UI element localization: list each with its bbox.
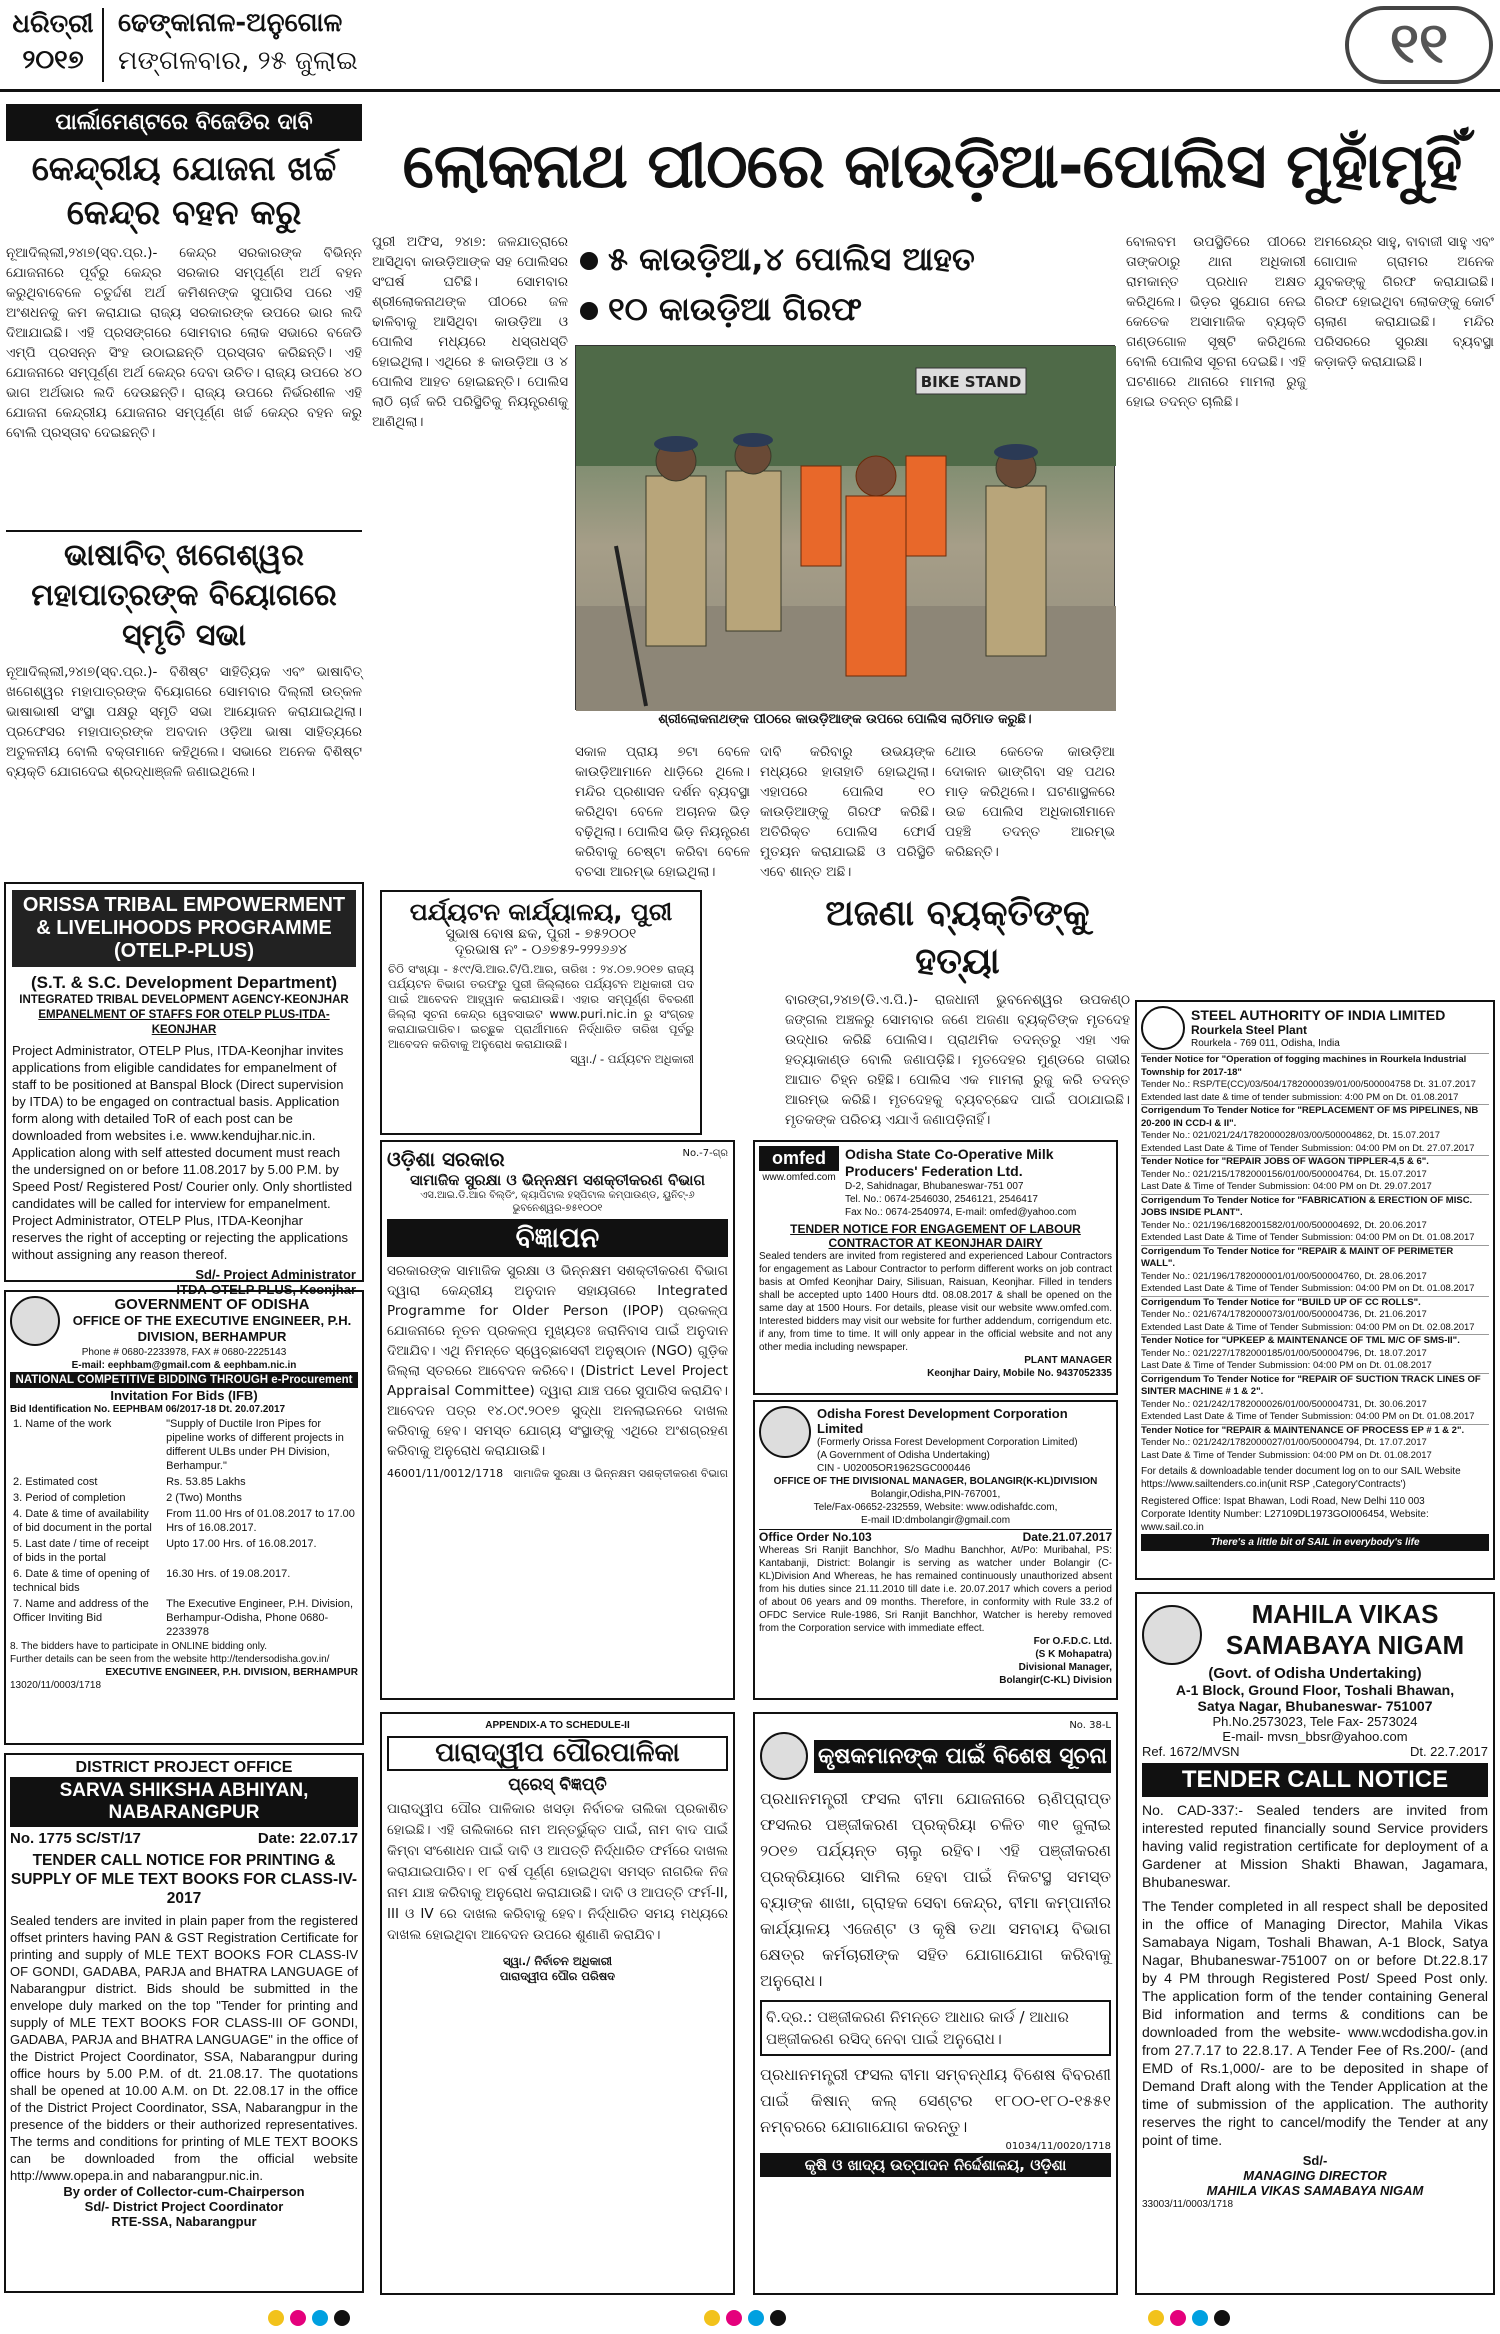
notice-sign-2: Divisional Manager, xyxy=(1018,1662,1112,1673)
magenta-dot xyxy=(290,2310,306,2326)
notice-sign-1: Sd/- xyxy=(1302,2153,1328,2168)
main-photo xyxy=(575,345,1115,710)
sail-tender-line: Corrigendum To Tender Notice for "REPAIR & MAINT OF PERIMETER WALL". xyxy=(1141,1245,1489,1271)
bid-table-row xyxy=(10,1536,358,1566)
notice-body-1: No. CAD-337:- Sealed tenders are invited from interested reputed financially sound Service providers having valid registration certificate for deployment of a Gardener at Mission Shakti Bhawan, Jagamara, Bhubaneswar. xyxy=(1142,1802,1488,1890)
bid-field-label: 3. Period of completion xyxy=(13,1492,126,1504)
sail-tender-line: Corrigendum To Tender Notice for "REPAIR OF SUCTION TRACK LINES OF SINTER MACHINE # 1 & 2". xyxy=(1141,1373,1489,1399)
story-kicker: ପାର୍ଲାମେଣ୍ଟରେ ବିଜେଡିର ଦାବି xyxy=(6,104,362,141)
notice-bar: NATIONAL COMPETITIVE BIDDING THROUGH e-Procurement xyxy=(10,1372,358,1388)
notice-note: ବି.ଦ୍ର.: ପଞ୍ଜୀକରଣ ନିମନ୍ତେ ଆଧାର କାର୍ଡ / ଆଧାର ପଞ୍ଜୀକରଣ ରସିଦ୍ ନେବା ପାଇଁ ଅନୁରୋଧ। xyxy=(760,2000,1111,2056)
notice-gov: (Govt. of Odisha Undertaking) xyxy=(1208,1665,1422,1682)
notice-order: Office Order No.103 xyxy=(759,1530,872,1544)
masthead xyxy=(0,0,1500,92)
left-story-memorial xyxy=(6,530,362,875)
bid-field-label: 7. Name and address of the Officer Inviting Bid xyxy=(13,1598,149,1624)
notice-plant: Rourkela Steel Plant xyxy=(1191,1022,1308,1037)
notice-appendix: APPENDIX-A TO SCHEDULE-II xyxy=(485,1720,630,1731)
notice-bid-id: Bid Identification No. EEPHBAM 06/2017-18 Dt. 20.07.2017 xyxy=(10,1404,286,1415)
cyan-dot xyxy=(1192,2310,1208,2326)
notice-para-1: ପ୍ରଧାନମନ୍ତ୍ରୀ ଫସଲ ବୀମା ଯୋଜନାରେ ଋଣିପ୍ରାପ୍ତ ଫସଲର ପଞ୍ଜୀକରଣ ପ୍ରକ୍ରିୟା ଚଳିତ ୩୧ ଜୁଲାଇ ୨୦୧୭ ପର୍ଯ୍ୟନ୍ତ ଚାଲୁ ରହିବ। ଏହି ପଞ୍ଜୀକରଣ ପ୍ରକ୍ରିୟାରେ ସାମିଲ ହେବା ପାଇଁ ନିକଟସ୍ଥ ସମସ୍ତ ବ୍ୟାଙ୍କ ଶାଖା, ଗ୍ରାହକ ସେବା କେନ୍ଦ୍ର, ବୀମା କମ୍ପାନୀର କାର୍ଯ୍ୟାଳୟ ଏଜେଣ୍ଟ ଓ କୃଷି ତଥା ସମବାୟ ବିଭାଗ କ୍ଷେତ୍ର କର୍ମଚାରୀଙ୍କ ସହିତ ଯୋଗାଯୋଗ କରିବାକୁ ଅନୁରୋଧ। xyxy=(760,1789,1111,1990)
notice-ref: No. 38-L xyxy=(1069,1720,1111,1731)
notice-tagline: There's a little bit of SAIL in everybody's life xyxy=(1141,1534,1489,1551)
magenta-dot xyxy=(726,2310,742,2326)
sail-tender-list xyxy=(1141,1053,1489,1462)
notice-phone: Ph.No.2573023, Tele Fax- 2573024 xyxy=(1212,1714,1418,1729)
print-registration-marks xyxy=(0,2300,1500,2334)
notice-sign-3: Bolangir(C-KL) Division xyxy=(999,1675,1112,1686)
notice-otelp xyxy=(4,882,364,1297)
notice-code: 01034/11/0020/1718 xyxy=(1005,2141,1111,2152)
notice-code: 13020/11/0003/1718 xyxy=(10,1680,102,1691)
masthead-divider xyxy=(102,8,104,82)
sail-tender-line: Corrigendum To Tender Notice for "REPLACEMENT OF MS PIPELINES, NB 20-200 IN CCD-I & II". xyxy=(1141,1104,1489,1130)
bullet-icon xyxy=(580,302,598,320)
sail-tender-line: Extended Last Date & Time of Tender Submission: 04:00 PM on Dt. 01.08.2017 xyxy=(1141,1283,1475,1294)
bid-field-label: 2. Estimated cost xyxy=(13,1476,98,1488)
notice-date: Dt. 22.7.2017 xyxy=(1409,1744,1488,1759)
notice-social xyxy=(380,1140,735,1700)
notice-sign-3: MAHILA VIKAS SAMABAYA NIGAM xyxy=(1206,2183,1424,2198)
notice-body: Sealed tenders are invited from registered and experienced Labour Contractors for engagement as Labour Contractor to perform different works on job contract basis at Omfed Keonjhar Dairy, Silisuan, Raisuan, Keonjhar. Filled in tenders shall be accepted upto 1400 Hours dtd. 08.08.2017 & shall be opened on the same day at 1500 Hours. For details, please visit our website www.omfed.com. Interested bidders may visit our website for further addendum, corrigendum etc. if any, from time to time. It will only appear in the official website and not any other media including newspaper. xyxy=(759,1251,1112,1353)
notice-org: Odisha State Co-Operative Milk Producers' Federation Ltd. xyxy=(845,1146,1054,1179)
sail-tender-line: Last Date & Time of Tender Submission: 04:00 PM on Dt. 01.08.2017 xyxy=(1141,1449,1432,1461)
notice-cin: Corporate Identity Number: L27109DL1973GOI006454, Website: www.sail.co.in xyxy=(1141,1509,1429,1533)
bid-table-row xyxy=(10,1566,358,1596)
bid-field-value: From 11.00 Hrs of 01.08.2017 to 17.00 Hrs of 16.08.2017. xyxy=(166,1508,355,1534)
notice-tourism xyxy=(380,890,702,1135)
sail-tender-line: Tender Notice for "UPKEEP & MAINTENANCE OF TML M/C OF SMS-II". xyxy=(1141,1334,1489,1348)
yellow-dot xyxy=(1148,2310,1164,2326)
sail-tender-line: Corrigendum To Tender Notice for "FABRICATION & ERECTION OF MISC. JOBS INSIDE PLANT". xyxy=(1141,1194,1489,1220)
story-headline: କେନ୍ଦ୍ରୀୟ ଯୋଜନା ଖର୍ଚ୍ଚ କେନ୍ଦ୍ର ବହନ କରୁ xyxy=(31,149,337,233)
sail-tender-line: Tender No.: 021/196/1782000001/01/00/500004760, Dt. 28.06.2017 xyxy=(1141,1270,1427,1282)
notice-sign-1: PLANT MANAGER xyxy=(1024,1355,1112,1366)
bid-table-row xyxy=(10,1596,358,1640)
bid-field-label: 4. Date & time of availability of bid document in the portal xyxy=(13,1508,152,1534)
story-headline: ଭାଷାବିତ୍ ଖଗେଶ୍ୱର ମହାପାତ୍ରଙ୍କ ବିୟୋଗରେ ସ୍ମୃତି ସଭା xyxy=(31,538,337,653)
notice-sub: (Formerly Orissa Forest Development Corporation Limited) xyxy=(817,1437,1078,1448)
main-story-col-3: ଦାବି କରିବାରୁ ଉଭୟଙ୍କ ମଧ୍ୟରେ ହାତାହାତି ହୋଇଥିଲା। ଏହାପରେ ପୋଲିସ ୧୦ କାଉଡ଼ିଆଙ୍କୁ ଗିରଫ କରିଛି। ଅତିରିକ୍ତ ପୋଲିସ ଫୋର୍ସ ମୁତୟନ କରାଯାଇଛି ଓ ପରିସ୍ଥିତି ଏବେ ଶାନ୍ତ ଅଛି। xyxy=(760,744,935,880)
sail-tender-line: Extended last date & time of tender submission: 4:00 PM on Dt. 01.08.2017 xyxy=(1141,1091,1459,1103)
notice-foot: କୃଷି ଓ ଖାଦ୍ୟ ଉତ୍ପାଦନ ନିର୍ଦ୍ଦେଶାଳୟ, ଓଡ଼ିଶା xyxy=(760,2153,1111,2177)
notice-foot: ସାମାଜିକ ସୁରକ୍ଷା ଓ ଭିନ୍ନକ୍ଷମ ସଶକ୍ତୀକରଣ ବିଭାଗ xyxy=(513,1467,728,1480)
subhead-text: ୫ କାଉଡ଼ିଆ,୪ ପୋଲିସ ଆହତ xyxy=(608,240,975,278)
notice-code: 46001/11/0012/1718 xyxy=(387,1467,504,1480)
notice-tel: Tel. No.: 0674-2546030, 2546121, 2546417 xyxy=(845,1194,1038,1205)
notice-body: ଚିଠି ସଂଖ୍ୟା - ୫୯୯/ସି.ଆର.ଟି/ପି.ଆର, ତାରିଖ : ୨୪.୦୭.୨୦୧୭ ରାଜ୍ୟ ପର୍ଯ୍ୟଟନ ବିଭାଗ ତରଫରୁ ପୁରୀ ଜିଲ୍ଲାରେ ପର୍ଯ୍ୟଟନ ଅଧିକାରୀ ପଦ ପାଇଁ ଆବେଦନ ଆହ୍ୱାନ କରାଯାଉଛି। ଏହାର ସମ୍ପୂର୍ଣ୍ଣ ବିବରଣୀ ଜିଲ୍ଲା ସୂଚନା କେନ୍ଦ୍ର ୱେବସାଇଟ www.puri.nic.in ରୁ ସଂଗ୍ରହ କରାଯାଇପାରିବ। ଇଚ୍ଛୁକ ପ୍ରାର୍ଥୀମାନେ ନିର୍ଦ୍ଧାରିତ ତାରିଖ ପୂର୍ବରୁ ଆବେଦନ କରିବାକୁ ଅନୁରୋଧ କରାଯାଉଛି। xyxy=(388,962,694,1051)
notice-title-1: MAHILA VIKAS xyxy=(1251,1599,1439,1629)
notice-agency: INTEGRATED TRIBAL DEVELOPMENT AGENCY-KEONJHAR xyxy=(19,994,349,1006)
black-dot xyxy=(1214,2310,1230,2326)
notice-body: Project Administrator, OTELP Plus, ITDA-Keonjhar invites applications from eligible candidates for empanelment of staff to be positioned at Banspal Block (Direct supervision by ITDA) to be engaged on contractual basis. Application form along with detailed ToR of each post can be downloaded from websites i.e. www.kendujhar.nic.in. Application along with self attested document must reach the undersigned on or before 11.08.2017 by 5.00 P.M. by Speed Post/ Registered Post/ Courier only. Only shortlisted candidates will be called for interview for empanelment. Project Administrator, OTELP Plus, ITDA-Keonjhar reserves the right of accepting or rejecting the applications without assigning any reason thereof. xyxy=(12,1043,353,1262)
sail-tender-line: Tender No.: 021/227/1782000185/01/00/500004796, Dt. 18.07.2017 xyxy=(1141,1347,1427,1359)
main-story-col-2: ସକାଳ ପ୍ରାୟ ୭ଟା ବେଳେ କାଉଡ଼ିଆମାନେ ଧାଡ଼ିରେ ଥିଲେ। ମନ୍ଦିର ପ୍ରଶାସନ ଦର୍ଶନ ବ୍ୟବସ୍ଥା କରିଥିବା ବେଳେ ଅଚାନକ ଭିଡ଼ ବଢ଼ିଥିଲା। ପୋଲିସ ଭିଡ଼ ନିୟନ୍ତ୍ରଣ କରିବାକୁ ଚେଷ୍ଟା କରିବା ବେଳେ ବଚସା ଆରମ୍ଭ ହୋଇଥିଲା। xyxy=(575,744,750,880)
notice-sign-1: ସ୍ୱା./ ନିର୍ବାଚନ ଅଧିକାରୀ xyxy=(502,1954,613,1968)
cyan-dot xyxy=(748,2310,764,2326)
omfed-site: www.omfed.com xyxy=(762,1172,836,1183)
edition-name: ଢେଙ୍କାନାଳ-ଅନୁଗୋଳ xyxy=(118,8,343,38)
bid-field-value: 16.30 Hrs. of 19.08.2017. xyxy=(166,1568,291,1580)
notice-body: ସରକାରଙ୍କ ସାମାଜିକ ସୁରକ୍ଷା ଓ ଭିନ୍ନକ୍ଷମ ସଶକ୍ତୀକରଣ ବିଭାଗ ଦ୍ୱାରା କେନ୍ଦ୍ରୀୟ ଅନୁଦାନ ସହାୟତାରେ Integrated Programme for Older Person (IPOP) ପ୍ରକଳ୍ପ ଯୋଜନାରେ ନୂତନ ପ୍ରକଳ୍ପ ମୁଖ୍ୟତଃ ଜରାନିବାସ ପାଇଁ ଅନୁଦାନ ଦିଆଯିବ। ଏଥି ନିମନ୍ତେ ସ୍ୱେଚ୍ଛାସେବୀ ଅନୁଷ୍ଠାନ (NGO) ଗୁଡ଼ିକ ଜିଲ୍ଲା ସ୍ତରରେ ଆବେଦନ କରିବେ। (District Level Project Appraisal Committee) ଦ୍ୱାରା ଯାଞ୍ଚ ପରେ ସୁପାରିସ କରାଯିବ। ଆବେଦନ ପତ୍ର ୧୪.୦୯.୨୦୧୭ ସୁଦ୍ଧା ଅନଲାଇନରେ ଦାଖଲ କରିବାକୁ ହେବ। ସମସ୍ତ ଯୋଗ୍ୟ ସଂସ୍ଥାଙ୍କୁ ଏଥିରେ ଅଂଶଗ୍ରହଣ କରିବାକୁ ଅନୁରୋଧ କରାଯାଉଛି। xyxy=(387,1263,728,1459)
story-unknown-murder xyxy=(785,890,1130,1135)
yellow-dot xyxy=(704,2310,720,2326)
subhead-text: ୧୦ କାଉଡ଼ିଆ ଗିରଫ xyxy=(608,290,862,328)
newspaper-logo xyxy=(8,6,98,84)
issue-date: ମଙ୍ଗଳବାର, ୨୫ ଜୁଲାଇ xyxy=(118,46,358,76)
notice-para-2: ପ୍ରଧାନମନ୍ତ୍ରୀ ଫସଲ ବୀମା ସମ୍ବନ୍ଧୀୟ ବିଶେଷ ବିବରଣୀ ପାଇଁ କିଷାନ୍ କଲ୍ ସେଣ୍ଟର ୧୮୦୦-୧୮୦-୧୫୫୧ ନମ୍ବରରେ ଯୋଗାଯୋଗ କରନ୍ତୁ। xyxy=(760,2065,1111,2136)
notice-office: OFFICE OF THE EXECUTIVE ENGINEER, P.H. DIVISION, BERHAMPUR xyxy=(72,1313,352,1344)
notice-ssa xyxy=(4,1753,364,2293)
notice-addr-1: A-1 Block, Ground Floor, Toshali Bhawan, xyxy=(1175,1682,1455,1698)
black-dot xyxy=(770,2310,786,2326)
notice-title: TENDER NOTICE FOR ENGAGEMENT OF LABOUR CONTRACTOR AT KEONJHAR DAIRY xyxy=(790,1222,1081,1250)
notice-ofdc xyxy=(753,1400,1118,1700)
bid-table-row xyxy=(10,1416,358,1474)
notice-tel: Tele/Fax-06652-232559, Website: www.odishafdc.com, xyxy=(813,1502,1058,1513)
bid-field-label: 6. Date & time of opening of technical bids xyxy=(13,1568,150,1594)
story-body: ବାରଙ୍ଗ,୨୪ା୭(ଡି.ଏ.ପି.)- ରାଜଧାନୀ ଭୁବନେଶ୍ୱର ଉପକଣ୍ଠ ଜଙ୍ଗଲ ଅଞ୍ଚଳରୁ ସୋମବାର ଜଣେ ଅଜଣା ବ୍ୟକ୍ତିଙ୍କ ମୃତଦେହ ଉଦ୍ଧାର କରିଛି ପୋଲିସ। ପ୍ରାଥମିକ ତଦନ୍ତରୁ ଏହା ଏକ ହତ୍ୟାକାଣ୍ଡ ବୋଲି ଜଣାପଡ଼ିଛି। ମୃତଦେହର ମୁଣ୍ଡରେ ଗଭୀର ଆଘାତ ଚିହ୍ନ ରହିଛି। ପୋଲିସ ଏକ ମାମଲା ରୁଜୁ କରି ତଦନ୍ତ ଆରମ୍ଭ କରିଛି। ମୃତଦେହକୁ ବ୍ୟବଚ୍ଛେଦ ପାଇଁ ପଠାଯାଇଛି। ମୃତକଙ୍କ ପରିଚୟ ଏଯାଏଁ ଜଣାପଡ଼ିନାହିଁ। xyxy=(785,992,1130,1128)
notice-title: ପାରାଦ୍ୱୀପ ପୌରପାଳିକା xyxy=(387,1736,728,1771)
notice-dept: (S.T. & S.C. Development Department) xyxy=(30,973,338,992)
notice-title: ପର୍ଯ୍ୟଟନ କାର୍ଯ୍ୟାଳୟ, ପୁରୀ xyxy=(409,898,673,926)
notice-sub2: (A Government of Odisha Undertaking) xyxy=(817,1450,990,1461)
notice-head: ବିଜ୍ଞାପନ xyxy=(387,1219,728,1257)
mvsn-logo-icon xyxy=(1142,1605,1202,1665)
main-story-col-1: ପୁରୀ ଅଫିସ, ୨୪ା୭: ଜଳଯାତ୍ରାରେ ଆସିଥିବା କାଉଡ଼ିଆଙ୍କ ସହ ପୋଲିସର ସଂଘର୍ଷ ଘଟିଛି। ସୋମବାର ଶ୍ରୀଲୋକନାଥଙ୍କ ପୀଠରେ ଜଳ ଢାଳିବାକୁ ଆସିଥିବା କାଉଡ଼ିଆ ଓ ପୋଲିସ ମଧ୍ୟରେ ଧସ୍ତାଧସ୍ତି ହୋଇଥିଲା। ଏଥିରେ ୫ କାଉଡ଼ିଆ ଓ ୪ ପୋଲିସ ଆହତ ହୋଇଛନ୍ତି। ପୋଲିସ ଲାଠି ଚାର୍ଜ କରି ପରିସ୍ଥିତିକୁ ନିୟନ୍ତ୍ରଣକୁ ଆଣିଥିଲା। xyxy=(372,234,568,430)
bid-field-value: The Executive Engineer, P.H. Division, Berhampur-Odisha, Phone 0680- 2233978 xyxy=(166,1598,354,1638)
yellow-dot xyxy=(268,2310,284,2326)
odisha-emblem-icon xyxy=(760,1732,808,1780)
notice-sign-1: Sd/- Project Administrator xyxy=(195,1267,356,1282)
notice-sign-2: ITDA-OTELP PLUS, Keonjhar xyxy=(176,1282,356,1297)
notice-addr: Rourkela - 769 011, Odisha, India xyxy=(1191,1037,1340,1049)
sail-logo-icon xyxy=(1141,1006,1185,1050)
notice-sign-1: By order of Collector-cum-Chairperson xyxy=(63,2184,305,2199)
notice-for: For O.F.D.C. Ltd. xyxy=(1033,1636,1112,1647)
sail-tender-line: Extended Last Date & Time of Tender Submission: 04:00 PM on Dt. 02.08.2017 xyxy=(1141,1321,1475,1333)
sail-tender-line: Tender No.: RSP/TE(CC)/03/504/1782000039/01/00/500004758 Dt. 31.07.2017 xyxy=(1141,1079,1476,1090)
bid-field-label: 5. Last date / time of receipt of bids in the portal xyxy=(13,1538,149,1564)
notice-addr: D-2, Sahidnagar, Bhubaneswar-751 007 xyxy=(845,1181,1024,1192)
sail-tender-line: Corrigendum To Tender Notice for "BUILD UP OF CC ROLLS". xyxy=(1141,1296,1489,1310)
bid-field-value: Upto 17.00 Hrs. of 16.08.2017. xyxy=(166,1538,317,1550)
notice-sign-2: MANAGING DIRECTOR xyxy=(1243,2168,1387,2183)
photo-caption: ଶ୍ରୀଲୋକନାଥଙ୍କ ପୀଠରେ କାଉଡ଼ିଆଙ୍କ ଉପରେ ପୋଲିସ ଲାଠିମାଡ କରୁଛି। xyxy=(658,712,1032,727)
notice-fax: Fax No.: 0674-2540974, E-mail: omfed@yahoo.com xyxy=(845,1207,1077,1218)
notice-body: Whereas Sri Ranjit Banchhor, S/o Madhu Banchhor, At/Po: Muribahal, PS: Kantabanji, District: Bolangir is serving as watcher under Bolangir (C-KL)Division And Whereas, he has remained continuously unauthorized absent from his duties since 21.11.2010 till date i.e. 20.07.2017 which covers a period of about 06 years and 09 months. Therefore, in conformity with Rule 33.2 of OFDC Service Rule-1986, Sri Ranjit Banchhor, Watcher is hereby removed from the Corporation service with immediate effect. xyxy=(759,1545,1112,1634)
notice-email: E-mail- mvsn_bbsr@yahoo.com xyxy=(1222,1729,1408,1744)
notice-title: କୃଷକମାନଙ୍କ ପାଇଁ ବିଶେଷ ସୂଚନା xyxy=(814,1740,1111,1773)
notice-body: Sealed tenders are invited in plain paper from the registered offset printers having PAN & GST Registration Certificate for printing and supply of MLE TEXT BOOKS FOR CLASS-IV OF GONDI, GADABA, PARJA and BHATRA LANGUAGE of Nabarangpur district. Bids should be submitted in the envelope duly marked on the top "Tender for printing and supply of MLE TEXT BOOKS FOR CLASS-III OF GONDI, GADABA, PARJA and BHATRA LANGUAGE" in the office of the District Project Coordinator, SSA, Nabarangpur during office hours by 5.00 P.M. of dt. 21.08.17. The quotations shall be opened at 10.00 A.M. on Dt. 22.08.17 in the office of the District Project Coordinator, SSA, Nabarangpur in the presence of the bidders or their authorized representatives. The terms and conditions for printing of MLE TEXT BOOKS can be downloaded from the official website http://www.opepa.in and nabarangpur.nic.in. xyxy=(10,1913,358,2183)
magenta-dot xyxy=(1170,2310,1186,2326)
notice-gov: GOVERNMENT OF ODISHA xyxy=(114,1296,310,1313)
story-body: ନୂଆଦିଲ୍ଲୀ,୨୪ା୭(ସ୍ବ.ପ୍ର.)- ବିଶିଷ୍ଟ ସାହିତ୍ୟିକ ଏବଂ ଭାଷାବିତ୍ ଖଗେଶ୍ୱର ମହାପାତ୍ରଙ୍କ ବିୟୋଗରେ ସୋମବାର ଦିଲ୍ଲୀ ଉତ୍କଳ ଭାଷାଭାଷୀ ସଂସ୍ଥା ପକ୍ଷରୁ ସ୍ମୃତି ସଭା ଆୟୋଜନ କରାଯାଇଥିଲା। ପ୍ରଫେସର ମହାପାତ୍ରଙ୍କ ଅବଦାନ ଓଡ଼ିଆ ଭାଷା ସାହିତ୍ୟରେ ଅତୁଳନୀୟ ବୋଲି ବକ୍ତାମାନେ କହିଥିଲେ। ସଭାରେ ଅନେକ ବିଶିଷ୍ଟ ବ୍ୟକ୍ତି ଯୋଗଦେଇ ଶ୍ରଦ୍ଧାଞ୍ଜଳି ଜଣାଇଥିଲେ। xyxy=(6,664,362,780)
odisha-emblem-icon xyxy=(10,1296,60,1346)
notice-sign-2: ପାରାଦ୍ୱୀପ ପୌର ପରିଷଦ xyxy=(499,1969,616,1983)
notice-phone: ଦୂରଭାଷ ନଂ - ୦୬୭୫୨-୨୨୨୬୬୪ xyxy=(454,942,628,958)
notice-dept: ସାମାଜିକ ସୁରକ୍ଷା ଓ ଭିନ୍ନକ୍ଷମ ସଶକ୍ତୀକରଣ ବିଭାଗ xyxy=(409,1171,705,1189)
story-headline: ଅଜଣା ବ୍ୟକ୍ତିଙ୍କୁ ହତ୍ୟା xyxy=(825,893,1090,982)
left-story-budget xyxy=(6,104,362,524)
notice-sub: ପ୍ରେସ୍ ବିଜ୍ଞପ୍ତି xyxy=(508,1775,607,1795)
sail-tender-line: Tender No.: 021/021/24/1782000028/03/00/500004862, Dt. 15.07.2017 xyxy=(1141,1130,1440,1141)
notice-org: STEEL AUTHORITY OF INDIA LIMITED xyxy=(1191,1006,1446,1023)
notice-head: TENDER CALL NOTICE xyxy=(1142,1763,1488,1797)
bullet-icon xyxy=(580,252,598,270)
page-number: ୧୧ xyxy=(1345,6,1493,84)
main-subhead-2 xyxy=(580,290,1120,336)
sail-tender-line: Tender No.: 021/196/1682001582/01/00/500004692, Dt. 20.06.2017 xyxy=(1141,1219,1427,1231)
notice-body-2: The Tender completed in all respect shall be deposited in the office of Managing Director, Mahila Vikas Samabaya Nigam, Toshali Bhawan, A-1 Block, Satya Nagar, Bhubaneswar-751007 on or before Dt.22.8.17 by 4 PM through Registered Post/ Speed Post only. The application form of the tender containing General Bid information and terms & conditions can be downloaded from the website- www.wcdodisha.gov.in from 27.7.17 to 22.8.17. A Tender Fee of Rs.200/- (and EMD of Rs.1,000/- are to be deposited in shape of Demand Draft along with the Tender Application at the time of submission of the application. The authority reserves the right to cancel/modify the Tender at any point of time. xyxy=(1142,1898,1488,2148)
sail-tender-line: Tender Notice for "Operation of fogging machines in Rourkela Industrial Township for 2017-18" xyxy=(1141,1053,1489,1079)
main-story-col-4: ଥୋଉ କେତେକ କାଉଡ଼ିଆ ଦୋକାନ ଭାଙ୍ଗିବା ସହ ପଥର ମାଡ଼ କରିଥିଲେ। ଘଟଣାସ୍ଥଳରେ ଉଚ୍ଚ ପୋଲିସ ଅଧିକାରୀମାନେ ପହଞ୍ଚି ତଦନ୍ତ ଆରମ୍ଭ କରିଛନ୍ତି। xyxy=(945,744,1115,860)
notice-reg: Registered Office: Ispat Bhawan, Lodi Road, New Delhi 110 003 xyxy=(1141,1496,1425,1507)
bid-table-row xyxy=(10,1490,358,1506)
notice-date: Date.21.07.2017 xyxy=(1022,1530,1112,1544)
bid-field-label: 1. Name of the work xyxy=(13,1418,112,1430)
logo-text: ଧରିତ୍ରୀ xyxy=(12,9,94,38)
sail-tender-line: Tender No.: 021/674/1782000073/01/00/500004736, Dt. 21.06.2017 xyxy=(1141,1309,1427,1320)
sail-tender-line: Tender No.: 021/215/1782000156/01/00/500004764, Dt. 15.07.2017 xyxy=(1141,1168,1427,1180)
notice-details: For details & downloadable tender document log on to our SAIL Website https://www.sailtenders.co.in(unit RSP ,Category'Contracts') xyxy=(1141,1466,1461,1490)
notice-gov: ଓଡ଼ିଶା ସରକାର xyxy=(387,1147,505,1171)
sail-tender-line: Last Date & Time of Tender Submission: 04:00 PM on Dt. 01.08.2017 xyxy=(1141,1360,1432,1371)
notice-sign-2: Sd/- District Project Coordinator xyxy=(84,2199,284,2214)
notice-sign: ସ୍ୱା./ - ପର୍ଯ୍ୟଟନ ଅଧିକାରୀ xyxy=(570,1052,694,1066)
notice-title: Odisha Forest Development Corporation Limited xyxy=(817,1406,1068,1436)
notice-paradip xyxy=(380,1712,735,2295)
bid-table-row xyxy=(10,1506,358,1536)
notice-cin: CIN - U02005OR1962SGC000446 xyxy=(817,1463,971,1474)
bid-field-value: Rs. 53.85 Lakhs xyxy=(166,1476,246,1488)
notice-ref: Ref. 1672/MVSN xyxy=(1142,1744,1240,1759)
notice-title: SARVA SHIKSHA ABHIYAN, NABARANGPUR xyxy=(10,1777,358,1827)
notice-subject: EMPANELMENT OF STAFFS FOR OTELP PLUS-ITDA-KEONJHAR xyxy=(38,1009,330,1036)
notice-addr-2: Satya Nagar, Bhubaneswar- 751007 xyxy=(1197,1698,1433,1714)
story-body: ନୂଆଦିଲ୍ଲୀ,୨୪ା୭(ସ୍ବ.ପ୍ର.)- କେନ୍ଦ୍ର ସରକାରଙ୍କ ବିଭିନ୍ନ ଯୋଜନାରେ ପୂର୍ବରୁ କେନ୍ଦ୍ର ସରକାର ସମ୍ପୂର୍ଣ୍ଣ ଅର୍ଥ ବହନ କରୁଥିବାବେଳେ ଚତୁର୍ଦ୍ଦଶ ଅର୍ଥ କମିଶନଙ୍କ ସୁପାରିସ ପରେ ଏହି ଅଂଶଧନକୁ କମ କରାଯାଇ ରାଜ୍ୟ ସରକାରଙ୍କ ଉପରେ ଭାର ଲଦି ଦିଆଯାଇଛି। ଏହି ପ୍ରସଙ୍ଗରେ ସୋମବାର ଲୋକ ସଭାରେ ବଜେଡି ଏମ୍ପି ପ୍ରସନ୍ନ ସିଂହ ଉଠାଇଛନ୍ତି ପ୍ରସ୍ତାବ କରିଛନ୍ତି। ଏହି ଯୋଜନାରେ ସମ୍ପୂର୍ଣ୍ଣ ଅର୍ଥ କେନ୍ଦ୍ର ଦେବା ଉଚିତ। ରାଜ୍ୟ ଉପରେ ୪୦ ଭାଗ ଅର୍ଥଭାର ଲଦି ଦେଉଛନ୍ତି। ରାଜ୍ୟ ଉପରେ ନିର୍ଭରଶୀଳ ଏହି ଯୋଜନା କେନ୍ଦ୍ରୀୟ ଯୋଜନାର ସମ୍ପୂର୍ଣ୍ଣ ଖର୍ଚ୍ଚ କେନ୍ଦ୍ର ବହନ କରୁ ବୋଲି ପ୍ରସ୍ତାବ ଦେଇଛନ୍ତି। xyxy=(6,245,362,441)
notice-sign-3: RTE-SSA, Nabarangpur xyxy=(111,2214,257,2229)
notice-title-2: SAMABAYA NIGAM xyxy=(1225,1630,1465,1660)
notice-email: E-mail ID:dmbolangir@gmail.com xyxy=(860,1515,1011,1526)
notice-addr: Bolangir,Odisha,PIN-767001, xyxy=(870,1489,1001,1500)
main-subhead-1 xyxy=(580,240,1120,286)
police-crowd-illustration xyxy=(576,346,1116,711)
sail-tender-line: Extended Last Date & Time of Tender Submission: 04:00 PM on Dt. 01.08.2017 xyxy=(1141,1232,1475,1243)
notice-no: No. 1775 SC/ST/17 xyxy=(10,1830,141,1847)
cyan-dot xyxy=(312,2310,328,2326)
notice-office: DISTRICT PROJECT OFFICE xyxy=(75,1759,293,1776)
notice-sign-1: (S K Mohapatra) xyxy=(1035,1649,1112,1660)
right-col-2: ଅମରେନ୍ଦ୍ର ସାହୁ, ବାବାଜୀ ସାହୁ ଏବଂ ଗୋପାଳ ଗ୍ରାମର ଅନେକ ଯୁବକଙ୍କୁ ଗିରଫ କରାଯାଇଛି। ଗିରଫ ହୋଇଥିବା ଲୋକଙ୍କୁ କୋର୍ଟ ଚାଲାଣ କରାଯାଇଛି। ମନ୍ଦିର ପରିସରରେ ସୁରକ୍ଷା ବ୍ୟବସ୍ଥା କଡ଼ାକଡ଼ି କରାଯାଇଛି। xyxy=(1314,234,1494,370)
notice-ifb-title: Invitation For Bids (IFB) xyxy=(110,1388,258,1403)
bid-table-row xyxy=(10,1474,358,1490)
sail-tender-line: Tender Notice for "REPAIR JOBS OF WAGON TIPPLER-4,5 & 6". xyxy=(1141,1155,1489,1169)
notice-sign-2: Keonjhar Dairy, Mobile No. 9437052335 xyxy=(927,1368,1112,1379)
notice-email: E-mail: eephbam@gmail.com & eephbam.nic.in xyxy=(71,1360,297,1371)
sail-tender-line: Extended Last Date & Time of Tender Submission: 04:00 PM on Dt. 27.07.2017 xyxy=(1141,1142,1475,1154)
notice-note: 8. The bidders have to participate in ONLINE bidding only. xyxy=(10,1641,268,1652)
sail-tender-line: Tender Notice for "REPAIR & MAINTENANCE OF PROCESS EP # 1 & 2". xyxy=(1141,1424,1489,1438)
notice-date: Date: 22.07.17 xyxy=(257,1830,358,1847)
notice-body: ପାରାଦ୍ୱୀପ ପୌର ପାଳିକାର ଖସଡ଼ା ନିର୍ବାଚକ ତାଲିକା ପ୍ରକାଶିତ ହୋଇଛି। ଏହି ତାଲିକାରେ ନାମ ଅନ୍ତର୍ଭୁକ୍ତ ପାଇଁ, ନାମ ବାଦ ପାଇଁ କିମ୍ବା ସଂଶୋଧନ ପାଇଁ ଦାବି ଓ ଆପତ୍ତି ନିର୍ଦ୍ଧାରିତ ଫର୍ମରେ ଦାଖଲ କରାଯାଇପାରିବ। ୧୮ ବର୍ଷ ପୂର୍ଣ୍ଣ ହୋଇଥିବା ସମସ୍ତ ନାଗରିକ ନିଜ ନାମ ଯାଞ୍ଚ କରିବାକୁ ଅନୁରୋଧ କରାଯାଉଛି। ଦାବି ଓ ଆପତ୍ତି ଫର୍ମ-II, III ଓ IV ରେ ଦାଖଲ କରିବାକୁ ହେବ। ନିର୍ଦ୍ଧାରିତ ସମୟ ମଧ୍ୟରେ ଦାଖଲ ହୋଇଥିବା ଆବେଦନ ଉପରେ ଶୁଣାଣି କରାଯିବ। xyxy=(387,1801,728,1943)
notice-addr: ସୁଭାଷ ବୋଷ ଛକ, ପୁରୀ - ୭୫୨୦୦୧ xyxy=(445,926,637,942)
notice-call: TENDER CALL NOTICE FOR PRINTING & SUPPLY OF MLE TEXT BOOKS FOR CLASS-IV-2017 xyxy=(10,1852,358,1907)
notice-sail xyxy=(1135,1000,1495,1580)
sail-tender-line: Tender No.: 021/242/1782000026/01/00/500004731, Dt. 30.06.2017 xyxy=(1141,1398,1427,1410)
logo-year: ୨୦୧୭ xyxy=(22,45,84,74)
bid-field-value: "Supply of Ductile Iron Pipes for pipeline works of different projects in different ULBs under PH Division, Berhampur." xyxy=(166,1418,344,1472)
notice-ref: No.-7-ଗ୍ର xyxy=(682,1148,728,1159)
sail-tender-line: Last Date & Time of Tender Submission: 04:00 PM on Dt. 29.07.2017 xyxy=(1141,1181,1432,1192)
notice-phone: Phone # 0680-2233978, FAX # 0680-2225143 xyxy=(81,1347,287,1358)
black-dot xyxy=(334,2310,350,2326)
notice-office: OFFICE OF THE DIVISIONAL MANAGER, BOLANGIR(K-KL)DIVISION xyxy=(773,1476,1098,1487)
photo-sign-text: BIKE STAND xyxy=(920,373,1022,391)
ofdc-logo-icon xyxy=(759,1406,811,1458)
notice-ifb xyxy=(4,1290,364,1745)
bid-table xyxy=(10,1416,358,1640)
sail-tender-line: Extended Last Date & Time of Tender Submission: 04:00 PM on Dt. 01.08.2017 xyxy=(1141,1411,1475,1422)
omfed-logo: omfed xyxy=(759,1146,839,1171)
notice-omfed xyxy=(753,1140,1118,1395)
right-col-1: ବୋଲବମ ଉପସ୍ଥିତିରେ ପୀଠରେ ତାଙ୍କଠାରୁ ଥାନା ଅଧିକାରୀ ରାମକାନ୍ତ ପ୍ରଧାନ ଅକ୍ଷତ କରିଥିଲେ। ଭିଡ଼ର ସୁଯୋଗ ନେଇ କେତେକ ଅସାମାଜିକ ବ୍ୟକ୍ତି ଗଣ୍ଡଗୋଳ ସୃଷ୍ଟି କରିଥିଲେ ବୋଲି ପୋଲିସ ସୂଚନା ଦେଇଛି। ଏହି ଘଟଣାରେ ଥାନାରେ ମାମଲା ରୁଜୁ ହୋଇ ତଦନ୍ତ ଚାଲିଛି। xyxy=(1126,234,1306,410)
notice-code: 33003/11/0003/1718 xyxy=(1142,2199,1234,2210)
bid-field-value: 2 (Two) Months xyxy=(166,1492,242,1504)
notice-further: Further details can be seen from the website http://tendersodisha.gov.in/ xyxy=(10,1654,330,1665)
notice-addr: ଏସ.ଆଇ.ଡି.ଆର ବିଲ୍ଡିଂ, କ୍ୟାପିଟାଲ ହସ୍ପିଟାଲ କମ୍ପାଉଣ୍ଡ, ୟୁନିଟ୍-୬ ଭୁବନେଶ୍ୱର-୭୫୧୦୦୧ xyxy=(420,1190,695,1214)
main-headline: ଲୋକନାଥ ପୀଠରେ କାଉଡ଼ିଆ-ପୋଲିସ ମୁହାଁମୁହିଁ xyxy=(402,129,1462,202)
notice-title: ORISSA TRIBAL EMPOWERMENT & LIVELIHOODS PROGRAMME (OTELP-PLUS) xyxy=(12,890,356,967)
notice-farmer xyxy=(753,1712,1118,2295)
sail-tender-line: Tender No.: 021/242/1782000027/01/00/500004794, Dt. 17.07.2017 xyxy=(1141,1437,1427,1448)
notice-sign: EXECUTIVE ENGINEER, P.H. DIVISION, BERHAMPUR xyxy=(105,1667,358,1678)
notice-mahila xyxy=(1135,1592,1495,2295)
